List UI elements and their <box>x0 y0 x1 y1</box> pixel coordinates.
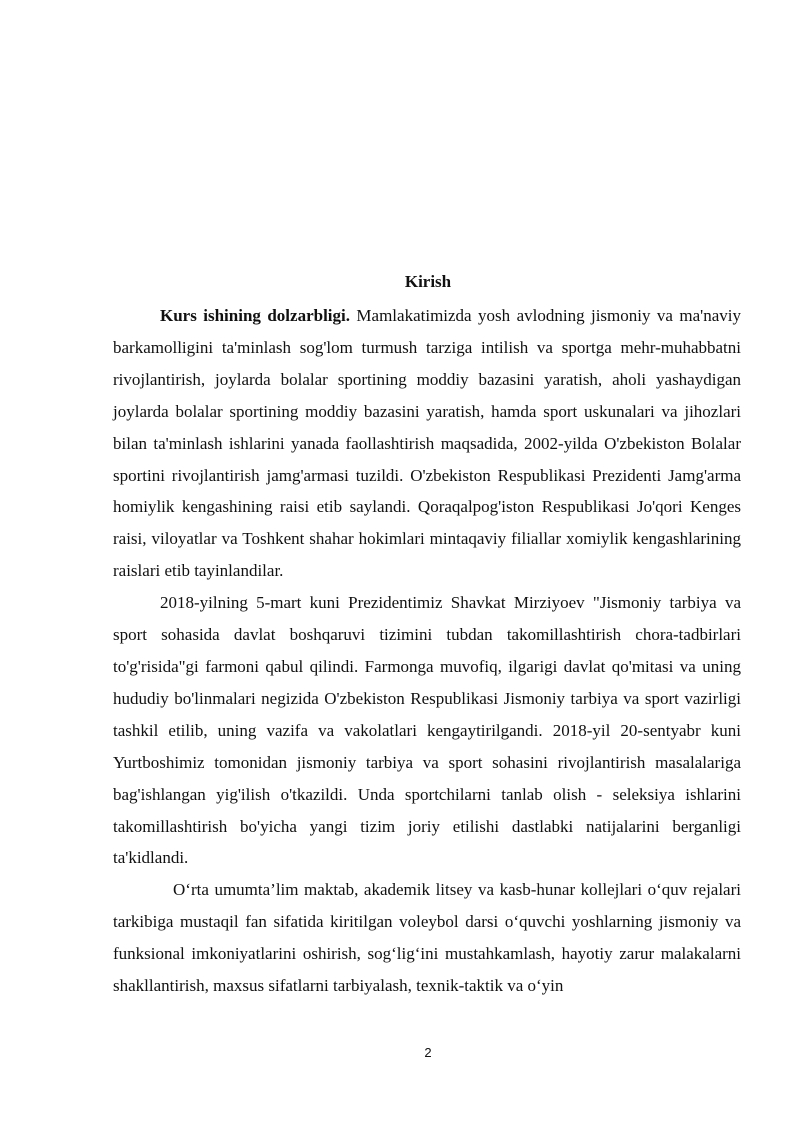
paragraph-text: Mamlakatimizda yosh avlodning jismoniy va ma'naviy barkamolligini ta'minlash sog'lom turmush tarziga intilish va sportga mehr-muhabbatni rivojlantirish, joylarda bolalar sportining moddiy bazasini yaratish, aholi yashaydigan joylarda bolalar sportining moddiy bazasini yaratish, hamda sport uskunalari va jihozlari bilan ta'minlash ishlarini yanada faollashtirish maqsadida, 2002-yilda O'zbekiston Bolalar sportini rivojlantirish jamg'armasi tuzildi. O'zbekiston Respublikasi Prezidenti Jamg'arma homiylik kengashining raisi etib saylandi. Qoraqalpog'iston Respublikasi Jo'qori Kenges raisi, viloyatlar va Toshkent shahar hokimlari mintaqaviy filiallar xomiylik kengashlarining raislari etib tayinlandilar. <box>113 306 741 581</box>
paragraph-volleyball <box>113 874 741 1002</box>
paragraph-lead: Kurs ishining dolzarbligi. <box>160 306 350 325</box>
paragraph-text: O‘rta umumta’lim maktab, akademik litsey va kasb-hunar kollejlari o‘quv rejalari tarkibiga mustaqil fan sifatida kiritilgan voleybol darsi o‘quvchi yoshlarning jismoniy va funksional imkoniyatlarini oshirish, sog‘lig‘ini mustahkamlash, hayotiy zarur malakalarni shakllantirish, maxsus sifatlarni tarbiyalash, texnik-taktik va o‘yin <box>113 880 741 996</box>
section-heading: Kirish <box>404 272 452 291</box>
paragraph-relevance <box>113 300 741 587</box>
paragraph-text: 2018-yilning 5-mart kuni Prezidentimiz Shavkat Mirziyoev "Jismoniy tarbiya va sport sohasida davlat boshqaruvi tizimini tubdan takomillashtirish chora-tadbirlari to'g'risida"gi farmoni qabul qilindi. Farmonga muvofiq, ilgarigi davlat qo'mitasi va uning hududiy bo'linmalari negizida O'zbekiston Respublikasi Jismoniy tarbiya va sport vazirligi tashkil etilib, uning vazifa va vakolatlari kengaytirilgandi. 2018-yil 20-sentyabr kuni Yurtboshimiz tomonidan jismoniy tarbiya va sport sohasini rivojlantirish masalalariga bag'ishlangan yig'ilish o'tkazildi. Unda sportchilarni tanlab olish - seleksiya ishlarini takomillashtirish bo'yicha yangi tizim joriy etilishi dastlabki natijalarini berganligi ta'kidlandi. <box>113 593 741 868</box>
paragraph-decree <box>113 587 741 874</box>
body-text <box>113 300 741 1002</box>
page-number: 2 <box>424 1045 432 1060</box>
